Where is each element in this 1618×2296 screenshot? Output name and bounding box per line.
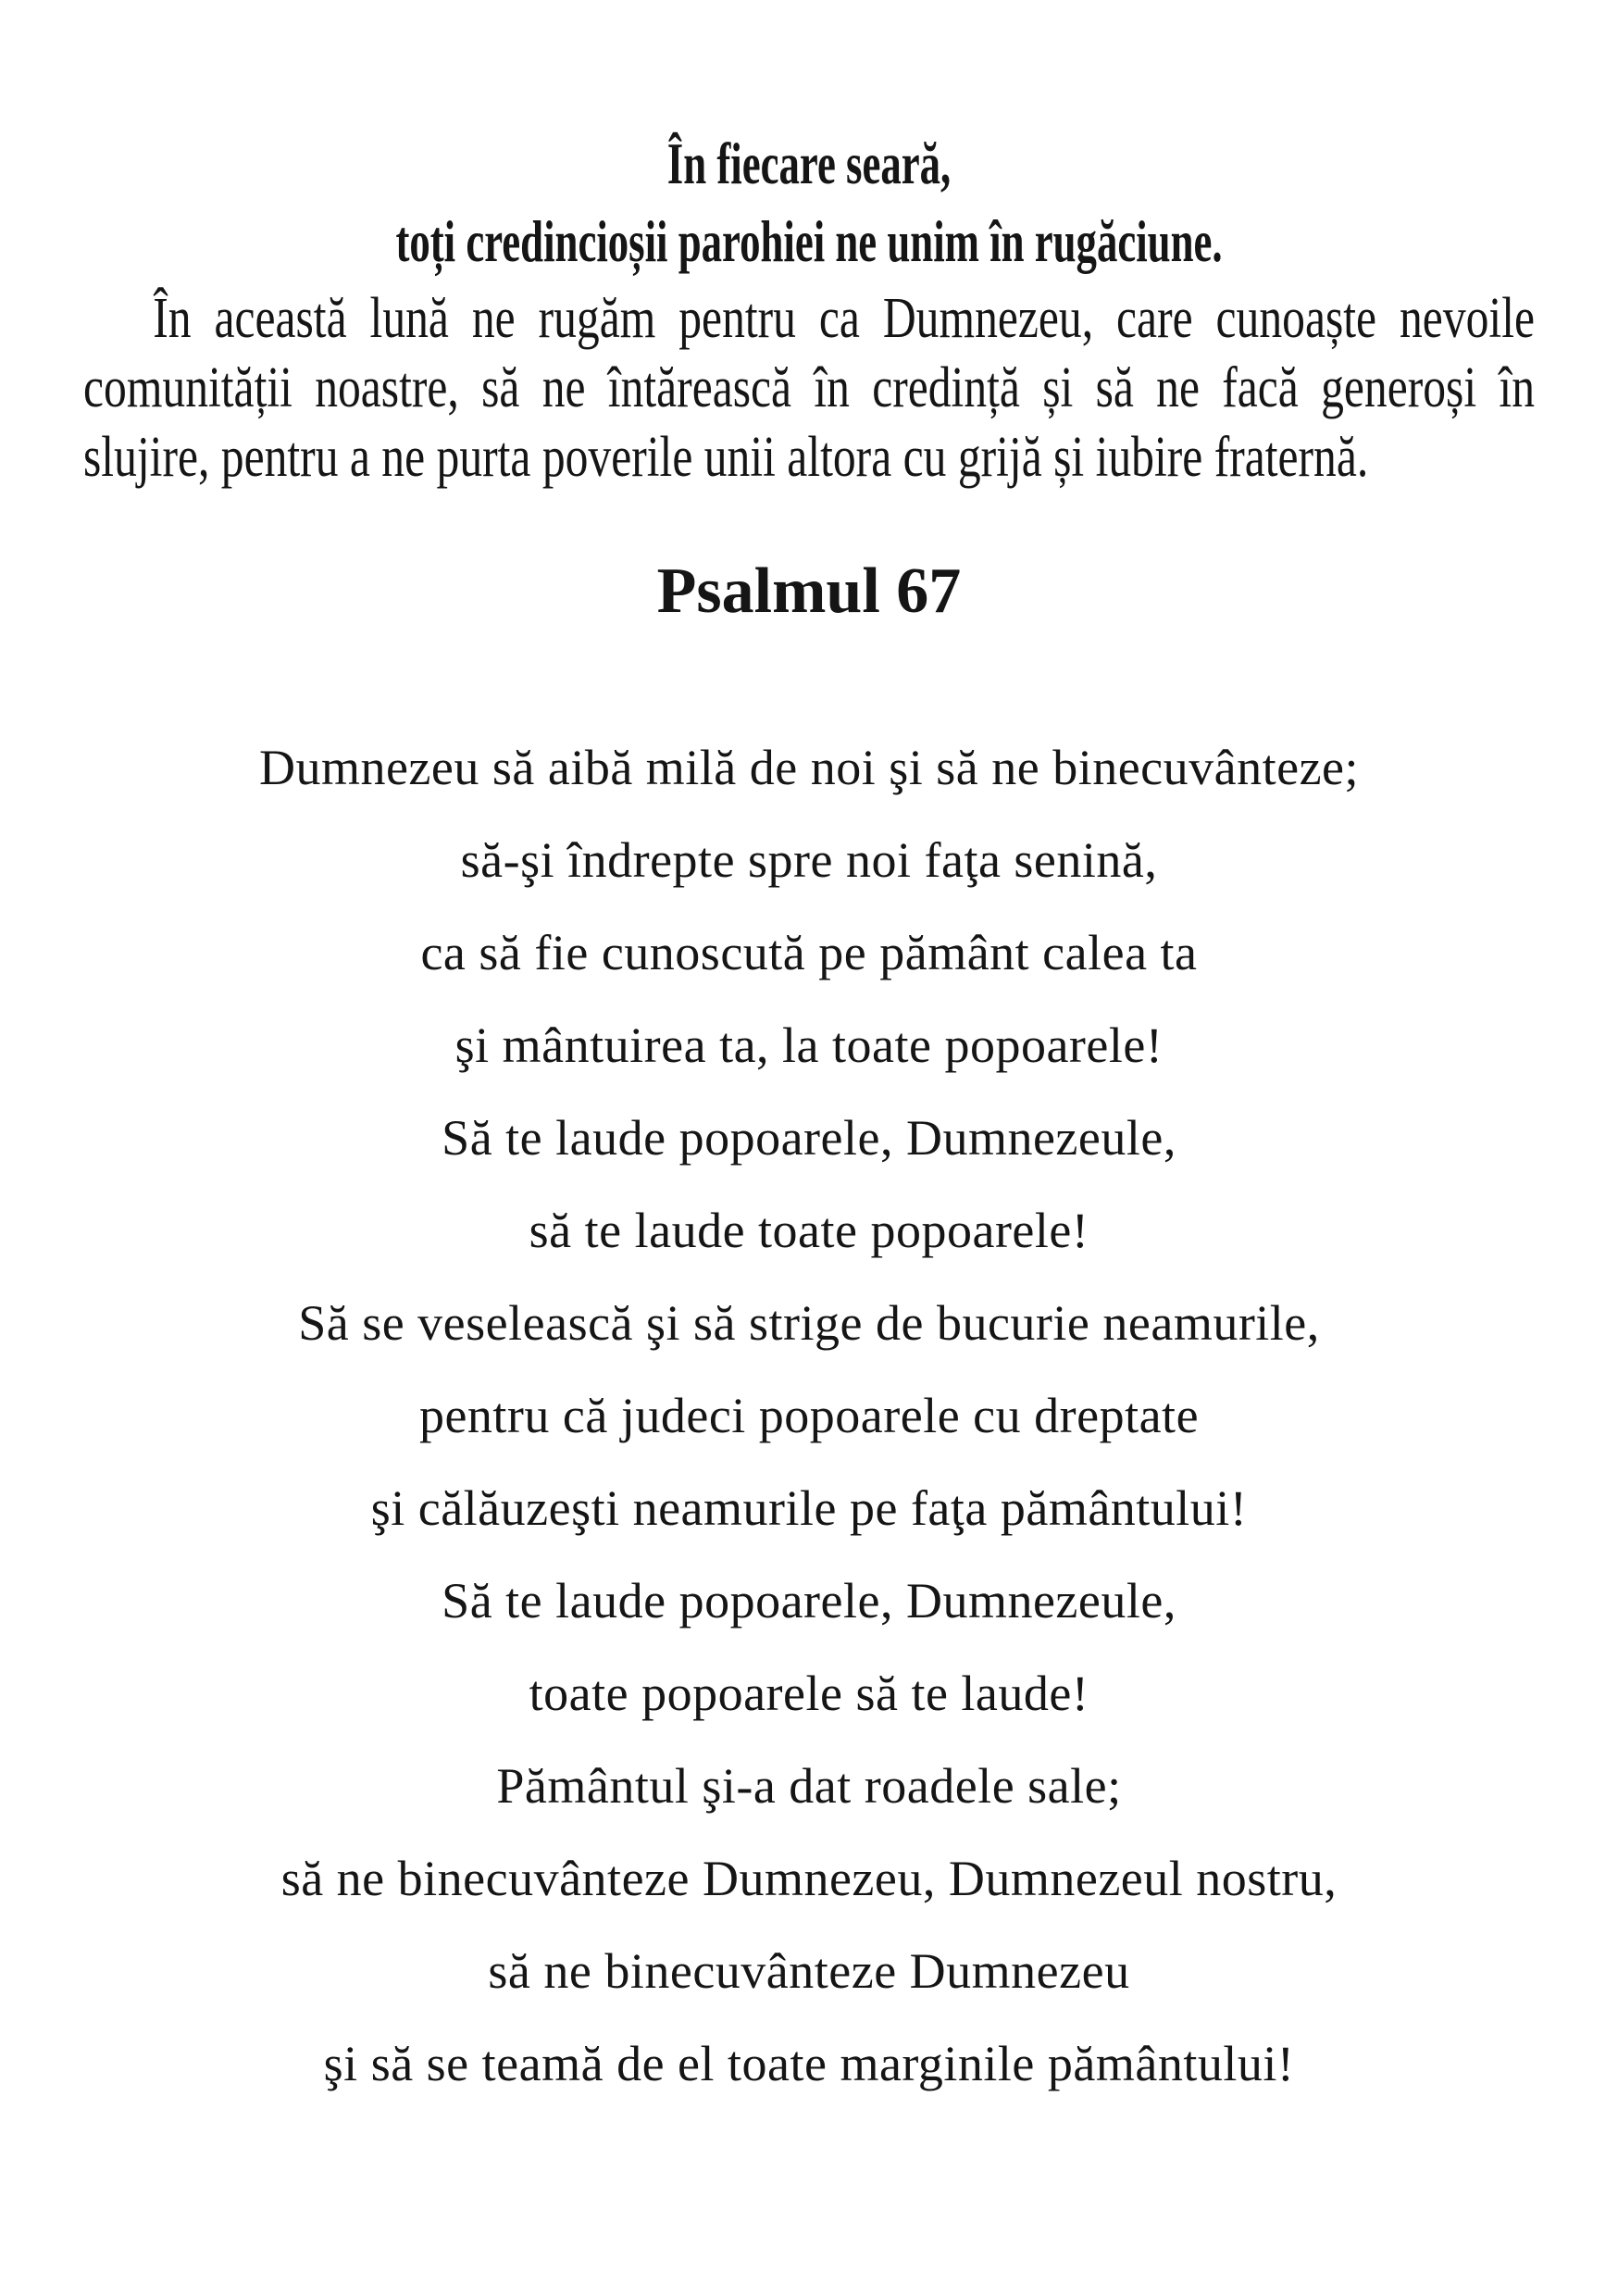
psalm-line: să-şi îndrepte spre noi faţa senină, [460,832,1158,888]
psalm-line: Dumnezeu să aibă milă de noi şi să ne binecuvânteze; [258,740,1360,795]
psalm-line: să ne binecuvânteze Dumnezeu, Dumnezeul nostru, [280,1851,1338,1906]
intro-paragraph: În această lună ne rugăm pentru ca Dumnezeu, care cunoaște nevoile comunității noastre, să ne întărească în credință și să ne facă generoși în slujire, pentru a ne purta poverile unii altora cu grijă și iubire fraternă. [83,287,1536,489]
psalm-line: pentru că judeci popoarele cu dreptate [418,1388,1200,1443]
psalm-line: Pământul şi-a dat roadele sale; [496,1758,1122,1814]
psalm-line: ca să fie cunoscută pe pământ calea ta [420,925,1198,980]
heading-line-2: toți credincioșii parohiei ne unim în rugăciune. [395,208,1223,274]
psalm-line: să ne binecuvânteze Dumnezeu [488,1943,1130,1999]
psalm-line: şi mântuirea ta, la toate popoarele! [454,1017,1164,1073]
heading-line-1: În fiecare seară, [666,131,952,196]
psalm-title: Psalmul 67 [656,555,962,627]
psalm-line: să te laude toate popoarele! [529,1203,1089,1258]
page-heading [83,125,1535,281]
psalm-line: Să se veselească şi să strige de bucurie neamurile, [298,1295,1320,1351]
psalm-line: toate popoarele să te laude! [529,1666,1089,1721]
psalm-line: şi călăuzeşti neamurile pe faţa pământului! [370,1480,1248,1536]
psalm-line: şi să se teamă de el toate marginile pământului! [323,2036,1295,2091]
psalm-line: Să te laude popoarele, Dumnezeule, [442,1110,1176,1166]
psalm-line: Să te laude popoarele, Dumnezeule, [442,1573,1176,1628]
psalm-body [83,721,1535,2110]
